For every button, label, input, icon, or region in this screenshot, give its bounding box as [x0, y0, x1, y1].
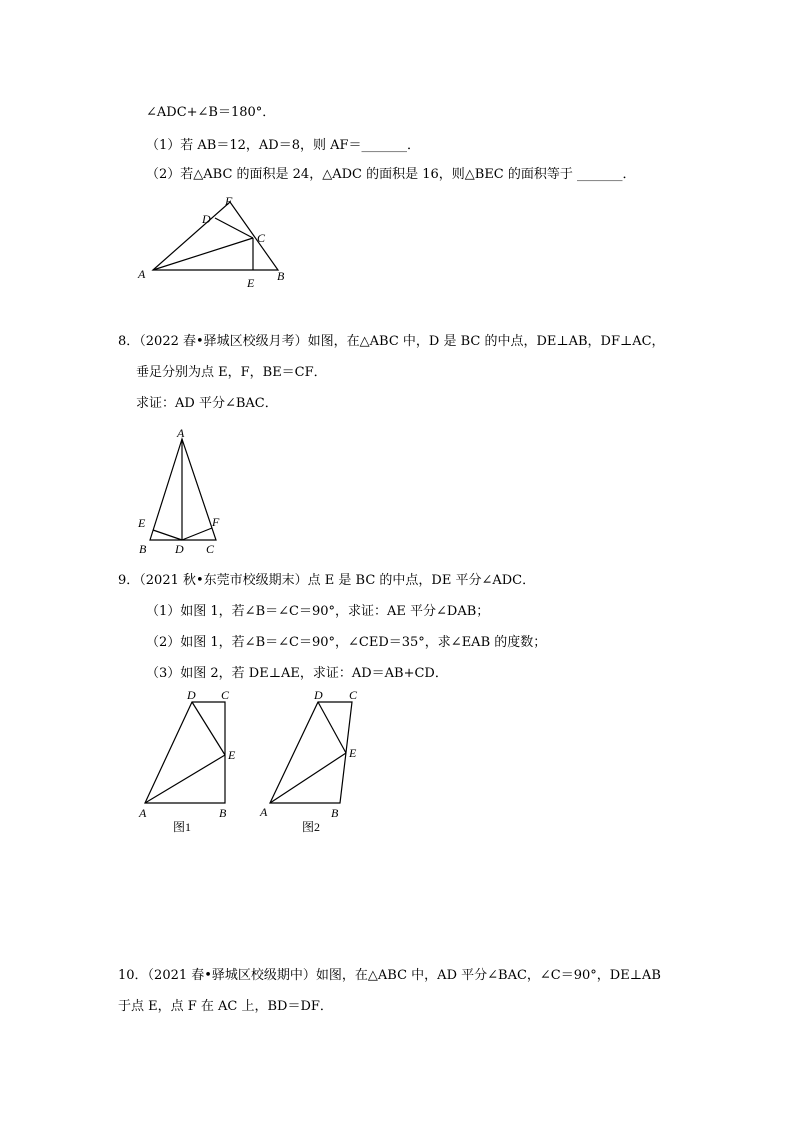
q8-segment-de: [153, 530, 182, 540]
q7-continuation: ∠ADC+∠B＝180°．: [146, 105, 276, 120]
q9f2-label-a: A: [260, 805, 268, 819]
q8-label-f: F: [212, 515, 220, 529]
q8-label-d: D: [175, 542, 184, 556]
q10-line2: 于点 E，点 F 在 AC 上，BD＝DF．: [118, 999, 333, 1014]
q9-figure-1: [130, 685, 250, 840]
q9f1-label-a: A: [139, 806, 147, 820]
q9f1-caption: 图1: [173, 820, 192, 834]
q7-label-c: C: [257, 231, 266, 245]
q9f1-label-c: C: [221, 688, 230, 702]
q9-part2: （2）如图 1，若∠B＝∠C＝90°，∠CED＝35°，求∠EAB 的度数；: [146, 635, 547, 650]
q7-label-e: E: [247, 276, 255, 290]
q9f2-caption: 图2: [302, 820, 321, 834]
q7-part2: （2）若△ABC 的面积是 24，△ADC 的面积是 16，则△BEC 的面积等于 _______．: [146, 167, 636, 182]
q9f1-label-b: B: [219, 806, 227, 820]
q8-label-b: B: [139, 542, 147, 556]
q8-label-e: E: [138, 516, 146, 530]
q9-part1: （1）如图 1，若∠B＝∠C＝90°，求证：AE 平分∠DAB；: [146, 604, 490, 619]
q9f2-label-e: E: [349, 746, 357, 760]
q10-line1: 10．（2021 春•驿城区校级期中）如图，在△ABC 中，AD 平分∠BAC，∠C＝90°，DE⊥AB: [118, 968, 661, 983]
q8-line3: 求证：AD 平分∠BAC．: [136, 396, 278, 411]
q9f1-label-e: E: [228, 748, 236, 762]
q8-label-a: A: [177, 426, 185, 440]
q8-figure: [130, 425, 240, 560]
q9f2-quad-abcd: [270, 702, 352, 803]
q9f2-label-c: C: [349, 688, 358, 702]
q7-label-f: F: [225, 194, 233, 208]
q9f1-segment-ae: [145, 755, 225, 803]
q8-line1: 8．（2022 春•驿城区校级月考）如图，在△ABC 中，D 是 BC 的中点，DE⊥AB，DF⊥AC，: [118, 334, 665, 349]
q7-label-d: D: [202, 212, 211, 226]
q7-segment-ac: [153, 238, 253, 270]
q8-label-c: C: [206, 542, 215, 556]
q7-figure: [130, 190, 310, 290]
q7-label-b: B: [277, 269, 285, 283]
q9f2-label-b: B: [331, 806, 339, 820]
q9f1-segment-de: [192, 702, 225, 755]
q7-label-a: A: [138, 267, 146, 281]
q9-figure-2: [255, 685, 375, 840]
q9-part3: （3）如图 2，若 DE⊥AE，求证：AD＝AB+CD．: [146, 666, 448, 681]
q9-line1: 9．（2021 秋•东莞市校级期末）点 E 是 BC 的中点，DE 平分∠ADC．: [118, 573, 536, 588]
q9f1-quad-abcd: [145, 702, 225, 803]
q8-triangle-abc: [150, 439, 216, 540]
q8-segment-df: [182, 528, 212, 540]
q9f2-segment-de: [318, 702, 346, 753]
q9f1-label-d: D: [187, 688, 196, 702]
q9f2-label-d: D: [314, 688, 323, 702]
q7-segment-dc: [215, 218, 253, 238]
q8-line2: 垂足分别为点 E，F，BE＝CF．: [136, 365, 327, 380]
q7-part1: （1）若 AB＝12，AD＝8，则 AF＝_______．: [146, 138, 421, 153]
